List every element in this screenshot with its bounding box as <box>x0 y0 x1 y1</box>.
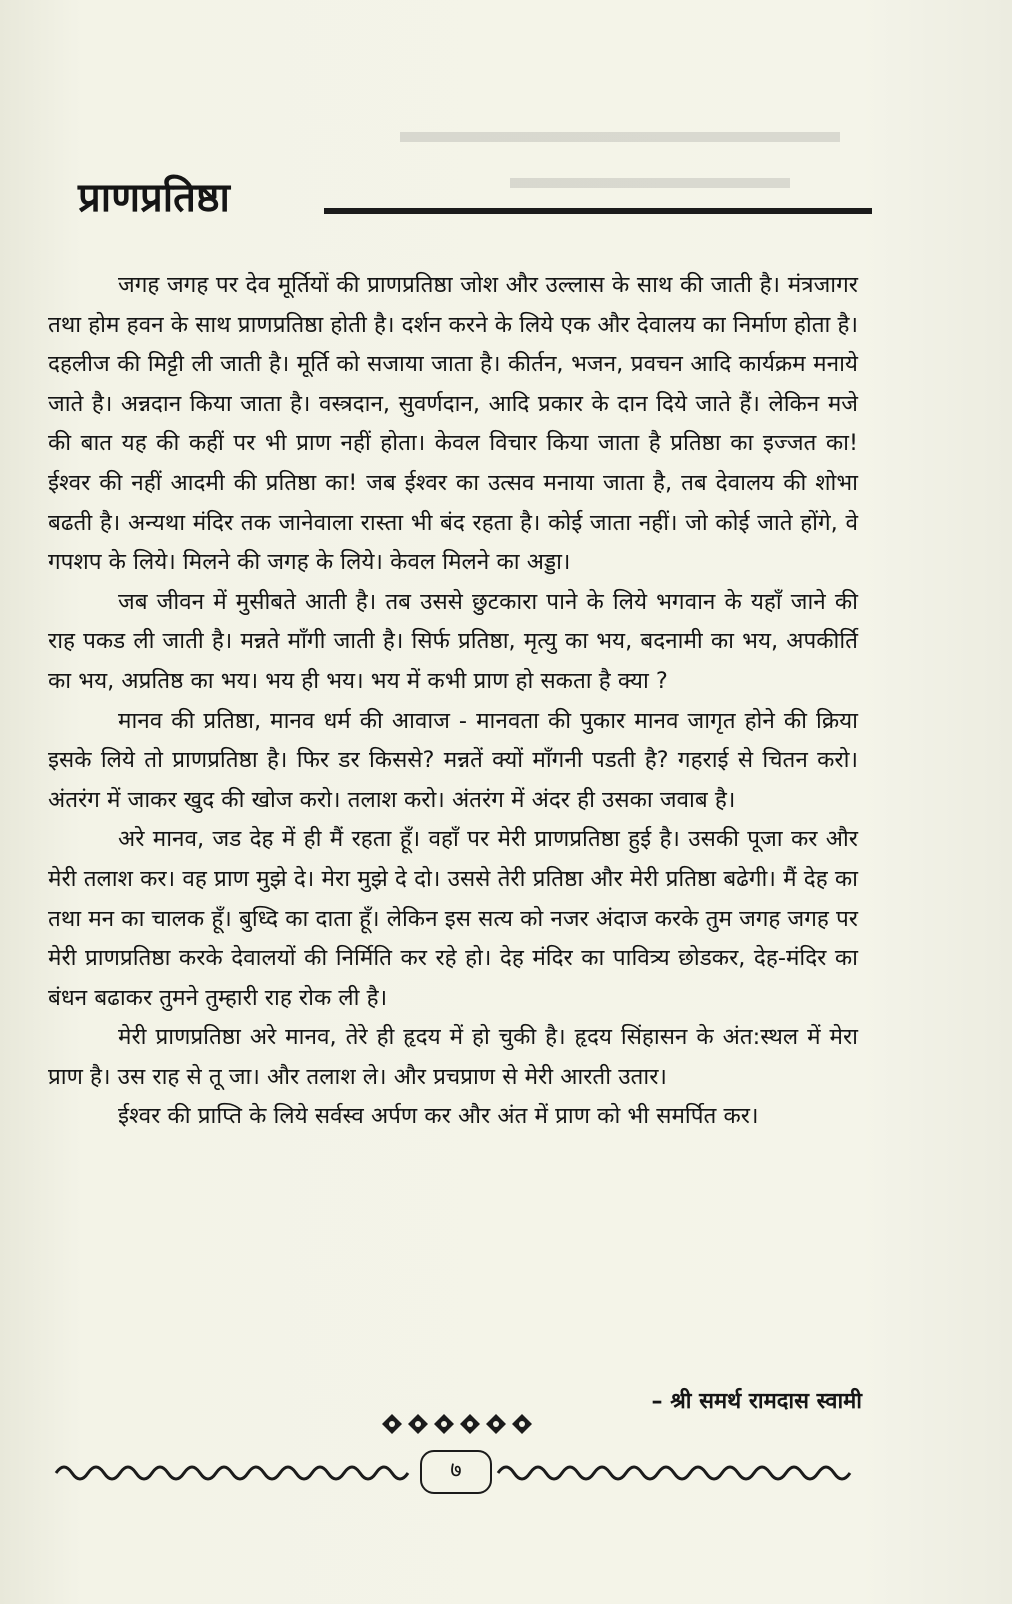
page-title: प्राणप्रतिष्ठा <box>78 175 230 221</box>
paragraph-2: जब जीवन में मुसीबते आती है। तब उससे छुटकारा पाने के लिये भगवान के यहाँ जाने की राह पकड ली जाती है। मन्नते माँगी जाती है। सिर्फ प्रतिष्ठा, मृत्यु का भय, बदनामी का भय, अपकीर्ति का भय, अप्रतिष्ठ का भय। भय ही भय। भय में कभी प्राण हो सकता है क्या ? <box>48 588 858 694</box>
title-underline <box>324 208 872 214</box>
body-text <box>48 266 858 1137</box>
paragraph-3: मानव की प्रतिष्ठा, मानव धर्म की आवाज - मानवता की पुकार मानव जागृत होने की क्रिया इसके लिये तो प्राणप्रतिष्ठा है। फिर डर किससे? मन्नतें क्यों माँगनी पडती है? गहराई से चितन करो। अंतरंग में जाकर खुद की खोज करो। तलाश करो। अंतरंग में अंदर ही उसका जवाब है। <box>48 707 858 813</box>
paragraph-6: ईश्वर की प्राप्ति के लिये सर्वस्व अर्पण कर और अंत में प्राण को भी समर्पित कर। <box>118 1103 759 1130</box>
paragraph-5: मेरी प्राणप्रतिष्ठा अरे मानव, तेरे ही हृदय में हो चुकी है। हृदय सिंहासन के अंत:स्थल में मेरा प्राण है। उस राह से तू जा। और तलाश ले। और प्रचप्राण से मेरी आरती उतार। <box>48 1024 858 1090</box>
title-block <box>78 172 868 232</box>
attribution: – श्री समर्थ रामदास स्वामी <box>651 1389 862 1414</box>
paragraph-4: अरे मानव, जड देह में ही मैं रहता हूँ। वहाँ पर मेरी प्राणप्रतिष्ठा हुई है। उसकी पूजा कर और मेरी तलाश कर। वह प्राण मुझे दे। मेरा मुझे दे दो। उससे तेरी प्रतिष्ठा और मेरी प्रतिष्ठा बढेगी। मैं देह का तथा मन का चालक हूँ। बुध्दि का दाता हूँ। लेकिन इस सत्य को नजर अंदाज करके तुम जगह जगह पर मेरी प्राणप्रतिष्ठा करके देवालयों की निर्मिति कर रहे हो। देह मंदिर का पावित्र्य छोडकर, देह-मंदिर का बंधन बढाकर तुमने तुम्हारी राह रोक ली है। <box>48 826 858 1011</box>
paragraph-1: जगह जगह पर देव मूर्तियों की प्राणप्रतिष्ठा जोश और उल्लास के साथ की जाती है। मंत्रजागर तथा होम हवन के साथ प्राणप्रतिष्ठा होती है। दर्शन करने के लिये एक और देवालय का निर्माण होता है। दहलीज की मिट्टी ली जाती है। मूर्ति को सजाया जाता है। कीर्तन, भजन, प्रवचन आदि कार्यक्रम मनाये जाते है। अन्नदान किया जाता है। वस्त्रदान, सुवर्णदान, आदि प्रकार के दान दिये जाते हैं। लेकिन मजे की बात यह की कहीं पर भी प्राण नहीं होता। केवल विचार किया जाता है प्रतिष्ठा का इज्जत का! ईश्वर की नहीं आदमी की प्रतिष्ठा का! जब ईश्वर का उत्सव मनाया जाता है, तब देवालय की शोभा बढती है। अन्यथा मंदिर तक जानेवाला रास्ता भी बंद रहता है। कोई जाता नहीं। जो कोई जाते होंगे, वे गपशप के लिये। मिलने की जगह के लिये। केवल मिलने का अड्डा। <box>48 272 858 576</box>
flower-ornament-icon <box>380 1412 540 1436</box>
page-number: ७ <box>420 1450 492 1494</box>
